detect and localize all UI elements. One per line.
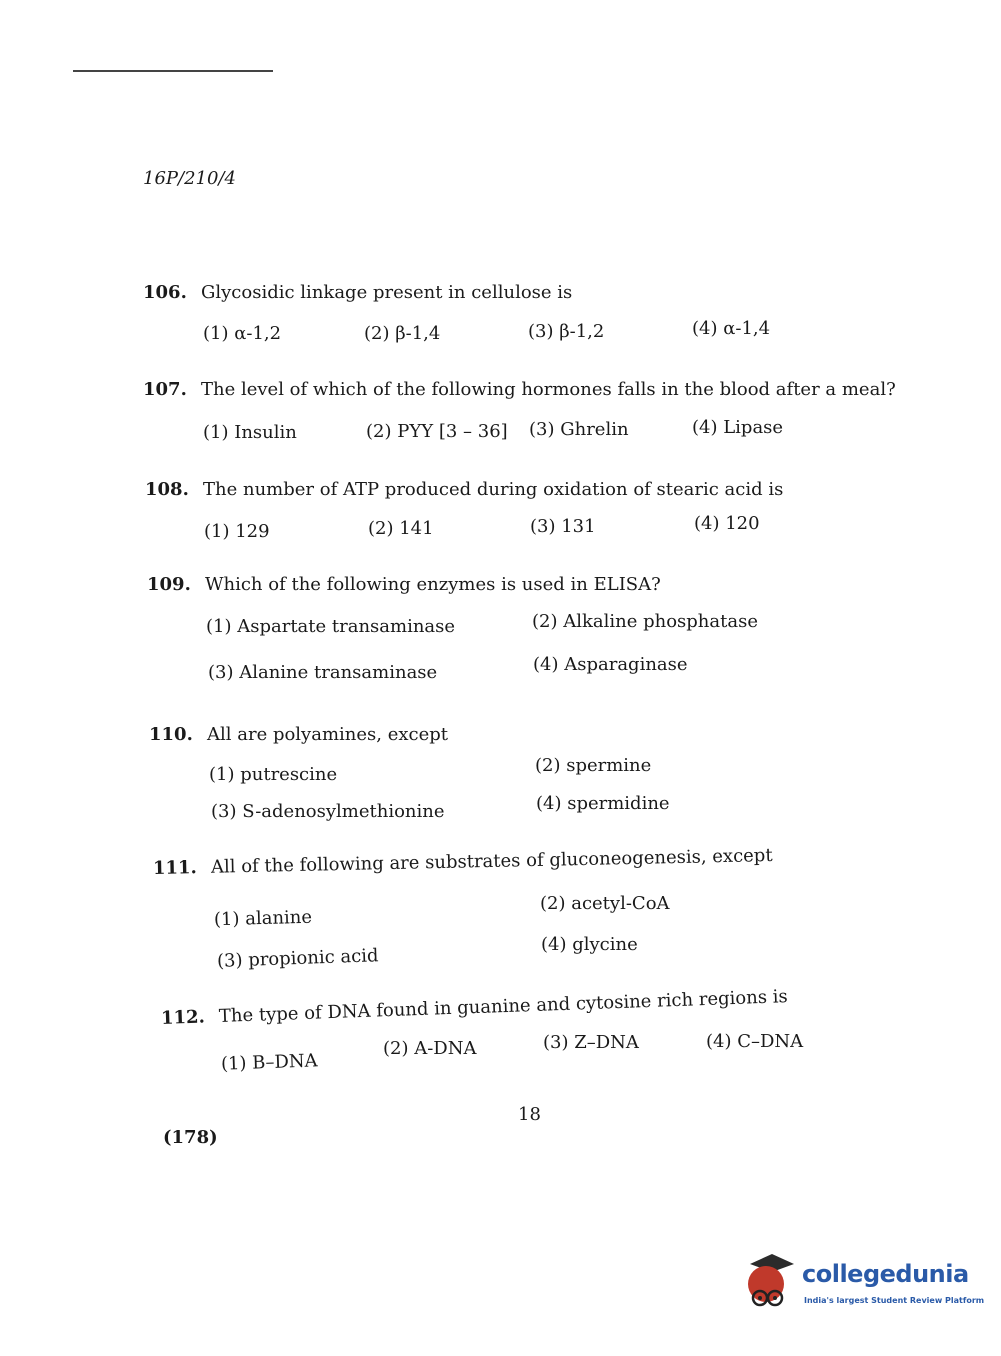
option: (2) spermine (535, 755, 652, 776)
question-107 (143, 379, 896, 400)
question-number: 112. (160, 1006, 206, 1029)
option: (3) Ghrelin (529, 419, 629, 440)
option: (2) A-DNA (383, 1038, 477, 1059)
question-text: Glycosidic linkage present in cellulose is (201, 282, 573, 303)
option: (1) alanine (213, 906, 313, 931)
question-number: 106. (143, 282, 187, 303)
option: (3) β-1,2 (528, 321, 605, 342)
option: (1) B–DNA (220, 1050, 318, 1075)
option: (3) propionic acid (216, 945, 379, 972)
question-110 (149, 724, 448, 745)
option: (4) Asparaginase (533, 654, 688, 675)
option: (2) Alkaline phosphatase (532, 611, 758, 632)
option: (1) Insulin (203, 422, 297, 443)
option: (4) spermidine (536, 793, 670, 814)
top-rule (73, 70, 273, 72)
page-number: 18 (518, 1104, 541, 1125)
question-number: 108. (145, 479, 189, 500)
booklet-code: (178) (163, 1127, 218, 1148)
option: (3) 131 (530, 516, 596, 537)
option: (3) S-adenosylmethionine (211, 801, 445, 822)
question-number: 110. (149, 724, 193, 745)
question-text: The type of DNA found in guanine and cytosine rich regions is (218, 986, 789, 1027)
logo-tagline: India's largest Student Review Platform (804, 1296, 985, 1305)
option: (3) Alanine transaminase (208, 662, 438, 683)
option: (1) Aspartate transaminase (206, 616, 456, 637)
question-number: 107. (143, 379, 187, 400)
question-text: The number of ATP produced during oxidation of stearic acid is (203, 479, 784, 500)
question-112 (161, 986, 788, 1029)
option: (2) acetyl-CoA (540, 893, 670, 914)
option: (4) glycine (541, 934, 638, 955)
option: (3) Z–DNA (543, 1032, 639, 1053)
question-111 (153, 845, 773, 879)
question-text: All of the following are substrates of gluconeogenesis, except (210, 845, 773, 878)
question-number: 109. (147, 574, 191, 595)
question-109 (147, 574, 661, 595)
question-text: Which of the following enzymes is used in ELISA? (205, 574, 661, 595)
option: (4) α-1,4 (692, 318, 771, 339)
question-108 (145, 479, 783, 500)
option: (1) 129 (204, 521, 270, 542)
question-text: The level of which of the following hormones falls in the blood after a meal? (201, 379, 896, 400)
question-106 (143, 282, 572, 303)
option: (2) 141 (368, 518, 434, 539)
option: (1) putrescine (209, 764, 338, 785)
question-text: All are polyamines, except (207, 724, 449, 745)
option: (2) β-1,4 (364, 323, 441, 344)
option: (4) Lipase (692, 417, 784, 438)
option: (4) C–DNA (706, 1031, 804, 1052)
option: (2) PYY [3 – 36] (366, 421, 508, 442)
collegedunia-logo (742, 1252, 985, 1322)
logo-name: collegedunia (802, 1260, 969, 1288)
mascot-icon (742, 1252, 800, 1316)
option: (4) 120 (694, 513, 760, 534)
question-number: 111. (152, 857, 198, 879)
paper-code: 16P/210/4 (143, 168, 236, 189)
option: (1) α-1,2 (203, 323, 282, 344)
